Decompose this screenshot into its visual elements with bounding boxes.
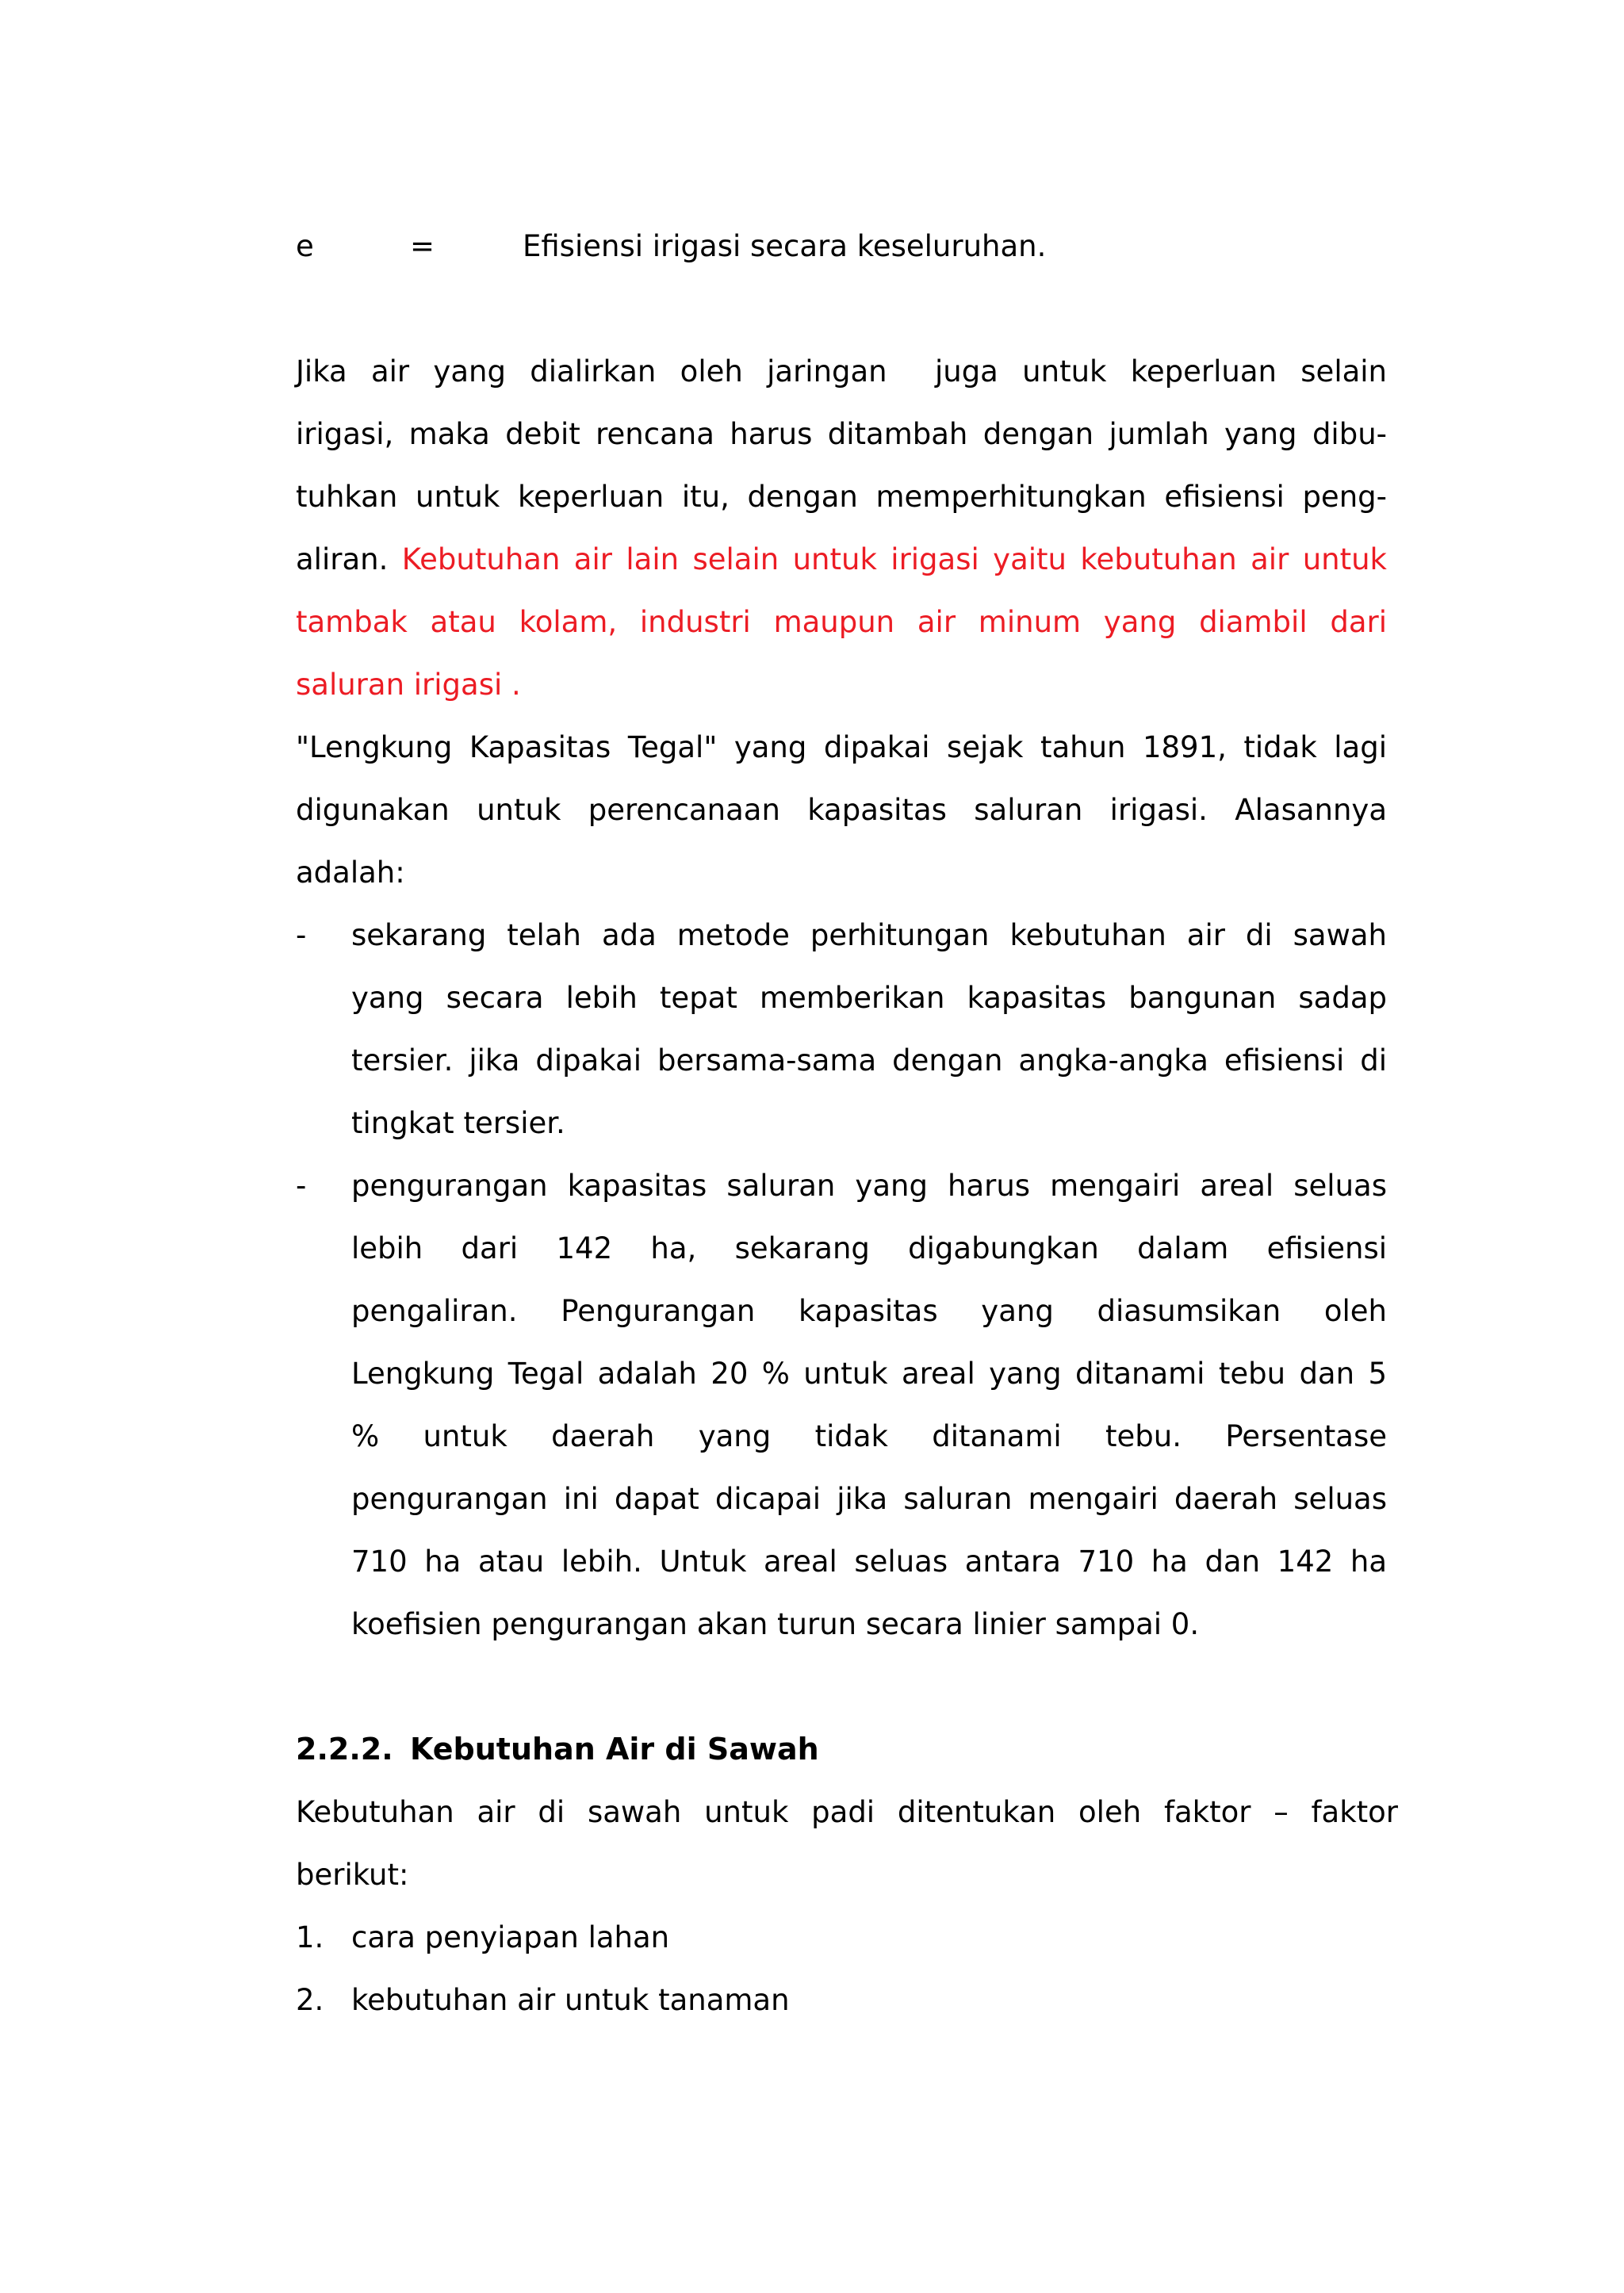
bullet-marker: - (296, 918, 307, 952)
highlighted-text: saluran irigasi . (296, 668, 521, 702)
paragraph-line (296, 340, 1387, 403)
paragraph-lengkung-kapasitas-tegal (296, 716, 1387, 904)
paragraph-paddy-water-needs (296, 1781, 1398, 1906)
text-segment: Jika air yang dialirkan oleh jaringan (296, 354, 887, 389)
bullet-line: % untuk daerah yang tidak ditanami tebu. Persentase (351, 1419, 1387, 1453)
bullet-line: pengaliran. Pengurangan kapasitas yang diasumsikan oleh (351, 1294, 1387, 1328)
bullet-line: koefisien pengurangan akan turun secara linier sampai 0. (351, 1607, 1200, 1641)
paragraph-line: adalah: (296, 856, 405, 890)
numbered-list-item (296, 1906, 1387, 1969)
list-item-text: kebutuhan air untuk tanaman (351, 1983, 790, 2017)
bullet-line: tersier. jika dipakai bersama-sama dengan angka-angka efisiensi di (351, 1043, 1387, 1078)
bullet-line: yang secara lebih tepat memberikan kapasitas bangunan sadap (351, 981, 1387, 1015)
section-number: 2.2.2. (296, 1732, 393, 1767)
bullet-item (296, 1154, 1387, 1656)
bullet-line: Lengkung Tegal adalah 20 % untuk areal yang ditanami tebu dan 5 (351, 1357, 1387, 1391)
text-segment: irigasi, maka debit rencana harus ditambah dengan jumlah yang dibu- (296, 417, 1387, 451)
paragraph-line: Kebutuhan air di sawah untuk padi ditentukan oleh faktor – faktor (296, 1795, 1398, 1829)
bullet-item (296, 904, 1387, 1154)
paragraph-line (296, 528, 1387, 591)
paragraph-line (296, 403, 1387, 465)
highlighted-text: Kebutuhan air lain selain untuk irigasi yaitu kebutuhan air untuk (401, 542, 1387, 576)
definition-equals-sign: = (410, 229, 435, 263)
paragraph-line (296, 591, 1387, 653)
text-segment: aliran. (296, 542, 389, 576)
list-number: 2. (296, 1983, 324, 2017)
numbered-list-item (296, 1969, 1387, 2031)
section-title: Kebutuhan Air di Sawah (410, 1732, 819, 1767)
paragraph-other-water-needs (296, 340, 1387, 716)
paragraph-line: "Lengkung Kapasitas Tegal" yang dipakai sejak tahun 1891, tidak lagi (296, 730, 1387, 764)
bullet-line: pengurangan kapasitas saluran yang harus mengairi areal seluas (351, 1169, 1387, 1203)
paragraph-line: digunakan untuk perencanaan kapasitas saluran irigasi. Alasannya (296, 793, 1387, 827)
section-heading (296, 1718, 1387, 1781)
list-number: 1. (296, 1920, 324, 1954)
definition-symbol: e (296, 229, 314, 263)
bullet-text (351, 904, 1387, 1154)
paragraph-line: berikut: (296, 1858, 409, 1892)
paragraph-line (296, 465, 1387, 528)
definition-text: Efisiensi irigasi secara keseluruhan. (523, 229, 1047, 263)
bullet-line: lebih dari 142 ha, sekarang digabungkan dalam efisiensi (351, 1231, 1387, 1265)
list-item-text-container (351, 1969, 1387, 2031)
bullet-marker: - (296, 1169, 307, 1203)
text-segment: juga untuk keperluan selain (934, 354, 1387, 389)
bullet-text (351, 1154, 1387, 1656)
bullet-line: sekarang telah ada metode perhitungan kebutuhan air di sawah (351, 918, 1387, 952)
spacer (296, 278, 1387, 340)
bullet-line: tingkat tersier. (351, 1106, 565, 1140)
definition-row (296, 215, 1387, 278)
paragraph-line (296, 653, 1387, 716)
list-item-text-container (351, 1906, 1387, 1969)
bullet-line: 710 ha atau lebih. Untuk areal seluas antara 710 ha dan 142 ha (351, 1545, 1387, 1579)
bullet-line: pengurangan ini dapat dicapai jika saluran mengairi daerah seluas (351, 1482, 1387, 1516)
text-segment: tuhkan untuk keperluan itu, dengan memperhitungkan efisiensi peng- (296, 480, 1387, 514)
spacer (296, 1656, 1387, 1718)
list-item-text: cara penyiapan lahan (351, 1920, 670, 1954)
document-page (296, 215, 1398, 2031)
highlighted-text: tambak atau kolam, industri maupun air minum yang diambil dari (296, 605, 1387, 639)
